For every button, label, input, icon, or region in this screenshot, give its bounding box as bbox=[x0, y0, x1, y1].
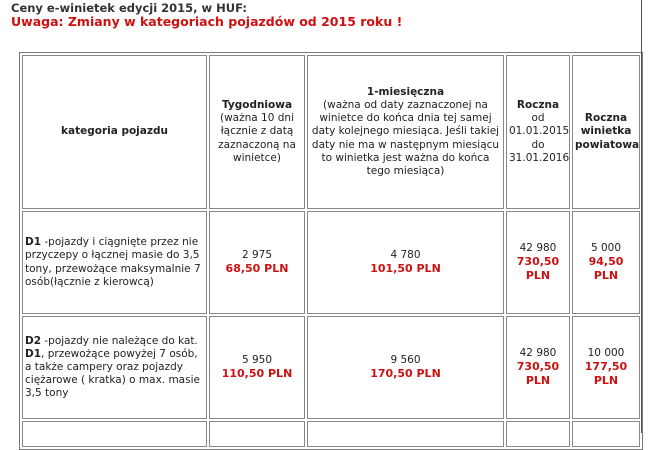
row-partial-cell bbox=[572, 421, 640, 447]
header-weekly-note: (ważna 10 dni łącznie z datą zaznaczoną na winietce) bbox=[218, 112, 296, 164]
row-d1-weekly bbox=[209, 211, 305, 314]
header-county-title: Roczna winietka powiatowa bbox=[575, 112, 640, 151]
row-d1-annual bbox=[506, 211, 570, 314]
row-d1-category bbox=[22, 211, 207, 314]
row-d1-monthly-huf: 4 780 bbox=[390, 249, 421, 262]
row-d2-code: D2 bbox=[25, 334, 42, 347]
category-change-warning: Uwaga: Zmiany w kategoriach pojazdów od 2015 roku ! bbox=[11, 14, 403, 29]
row-d2-weekly-pln: 110,50 PLN bbox=[221, 367, 293, 381]
header-category-label: kategoria pojazdu bbox=[61, 125, 168, 138]
row-d2-desc-code: D1 bbox=[25, 347, 42, 360]
row-partial-cell bbox=[209, 421, 305, 447]
row-d1-annual-huf: 42 980 bbox=[519, 242, 557, 255]
row-d2-monthly bbox=[307, 316, 504, 419]
row-d2-county-huf: 10 000 bbox=[587, 347, 625, 360]
table-row bbox=[22, 211, 640, 314]
row-d1-weekly-huf: 2 975 bbox=[241, 249, 273, 262]
row-d1-weekly-pln: 68,50 PLN bbox=[225, 262, 289, 276]
row-d2-weekly-huf: 5 950 bbox=[241, 354, 273, 367]
header-annual-note: od 01.01.2015 do 31.01.2016 bbox=[509, 112, 570, 164]
header-monthly-title: 1-miesięczna bbox=[366, 86, 445, 99]
vignette-price-table bbox=[19, 52, 643, 450]
row-d1-monthly bbox=[307, 211, 504, 314]
header-monthly bbox=[307, 55, 504, 209]
row-d1-county-pln: 94,50 PLN bbox=[588, 255, 624, 283]
row-d2-annual-pln: 730,50 PLN bbox=[516, 360, 560, 388]
table-row bbox=[22, 316, 640, 419]
row-d1-monthly-pln: 101,50 PLN bbox=[370, 262, 441, 276]
row-d2-county-pln: 177,50 PLN bbox=[584, 360, 628, 388]
row-partial-cell bbox=[22, 421, 207, 447]
header-annual-title: Roczna bbox=[516, 99, 560, 112]
row-d1-county-huf: 5 000 bbox=[590, 242, 622, 255]
header-weekly-title: Tygodniowa bbox=[221, 99, 293, 112]
table-row-partial bbox=[22, 421, 640, 447]
header-weekly bbox=[209, 55, 305, 209]
row-partial-cell bbox=[506, 421, 570, 447]
row-d1-desc: -pojazdy i ciągnięte przez nie przyczepy o łącznej masie do 3,5 tony, przewożące maksymalnie 7 osób(łącznie z kierowcą) bbox=[25, 236, 201, 288]
row-d2-annual bbox=[506, 316, 570, 419]
row-d2-category bbox=[22, 316, 207, 419]
row-d2-county bbox=[572, 316, 640, 419]
row-d2-weekly bbox=[209, 316, 305, 419]
page-heading: Ceny e-winietek edycji 2015, w HUF: bbox=[11, 1, 247, 15]
row-d2-monthly-pln: 170,50 PLN bbox=[370, 367, 441, 381]
header-monthly-note: (ważna od daty zaznaczonej na winietce do końca dnia tej samej daty kolejnego miesiąca. Jeśli takiej daty nie ma w następnym miesiącu to winietka jest ważna do końca tego miesiąca) bbox=[311, 99, 500, 177]
header-county bbox=[572, 55, 640, 209]
row-d2-desc-part1: -pojazdy nie należące do kat. bbox=[41, 334, 198, 347]
row-d2-desc-part2: , przewożące powyżej 7 osób, a także campery oraz pojazdy ciężarowe ( kratka) o max. masie 3,5 tony bbox=[25, 347, 200, 400]
row-d1-annual-pln: 730,50 PLN bbox=[516, 255, 560, 283]
table-header-row bbox=[22, 55, 640, 209]
header-annual bbox=[506, 55, 570, 209]
row-partial-cell bbox=[307, 421, 504, 447]
row-d1-code: D1 bbox=[25, 236, 42, 249]
row-d2-monthly-huf: 9 560 bbox=[390, 354, 421, 367]
row-d1-county bbox=[572, 211, 640, 314]
header-category bbox=[22, 55, 207, 209]
row-d2-annual-huf: 42 980 bbox=[519, 347, 557, 360]
